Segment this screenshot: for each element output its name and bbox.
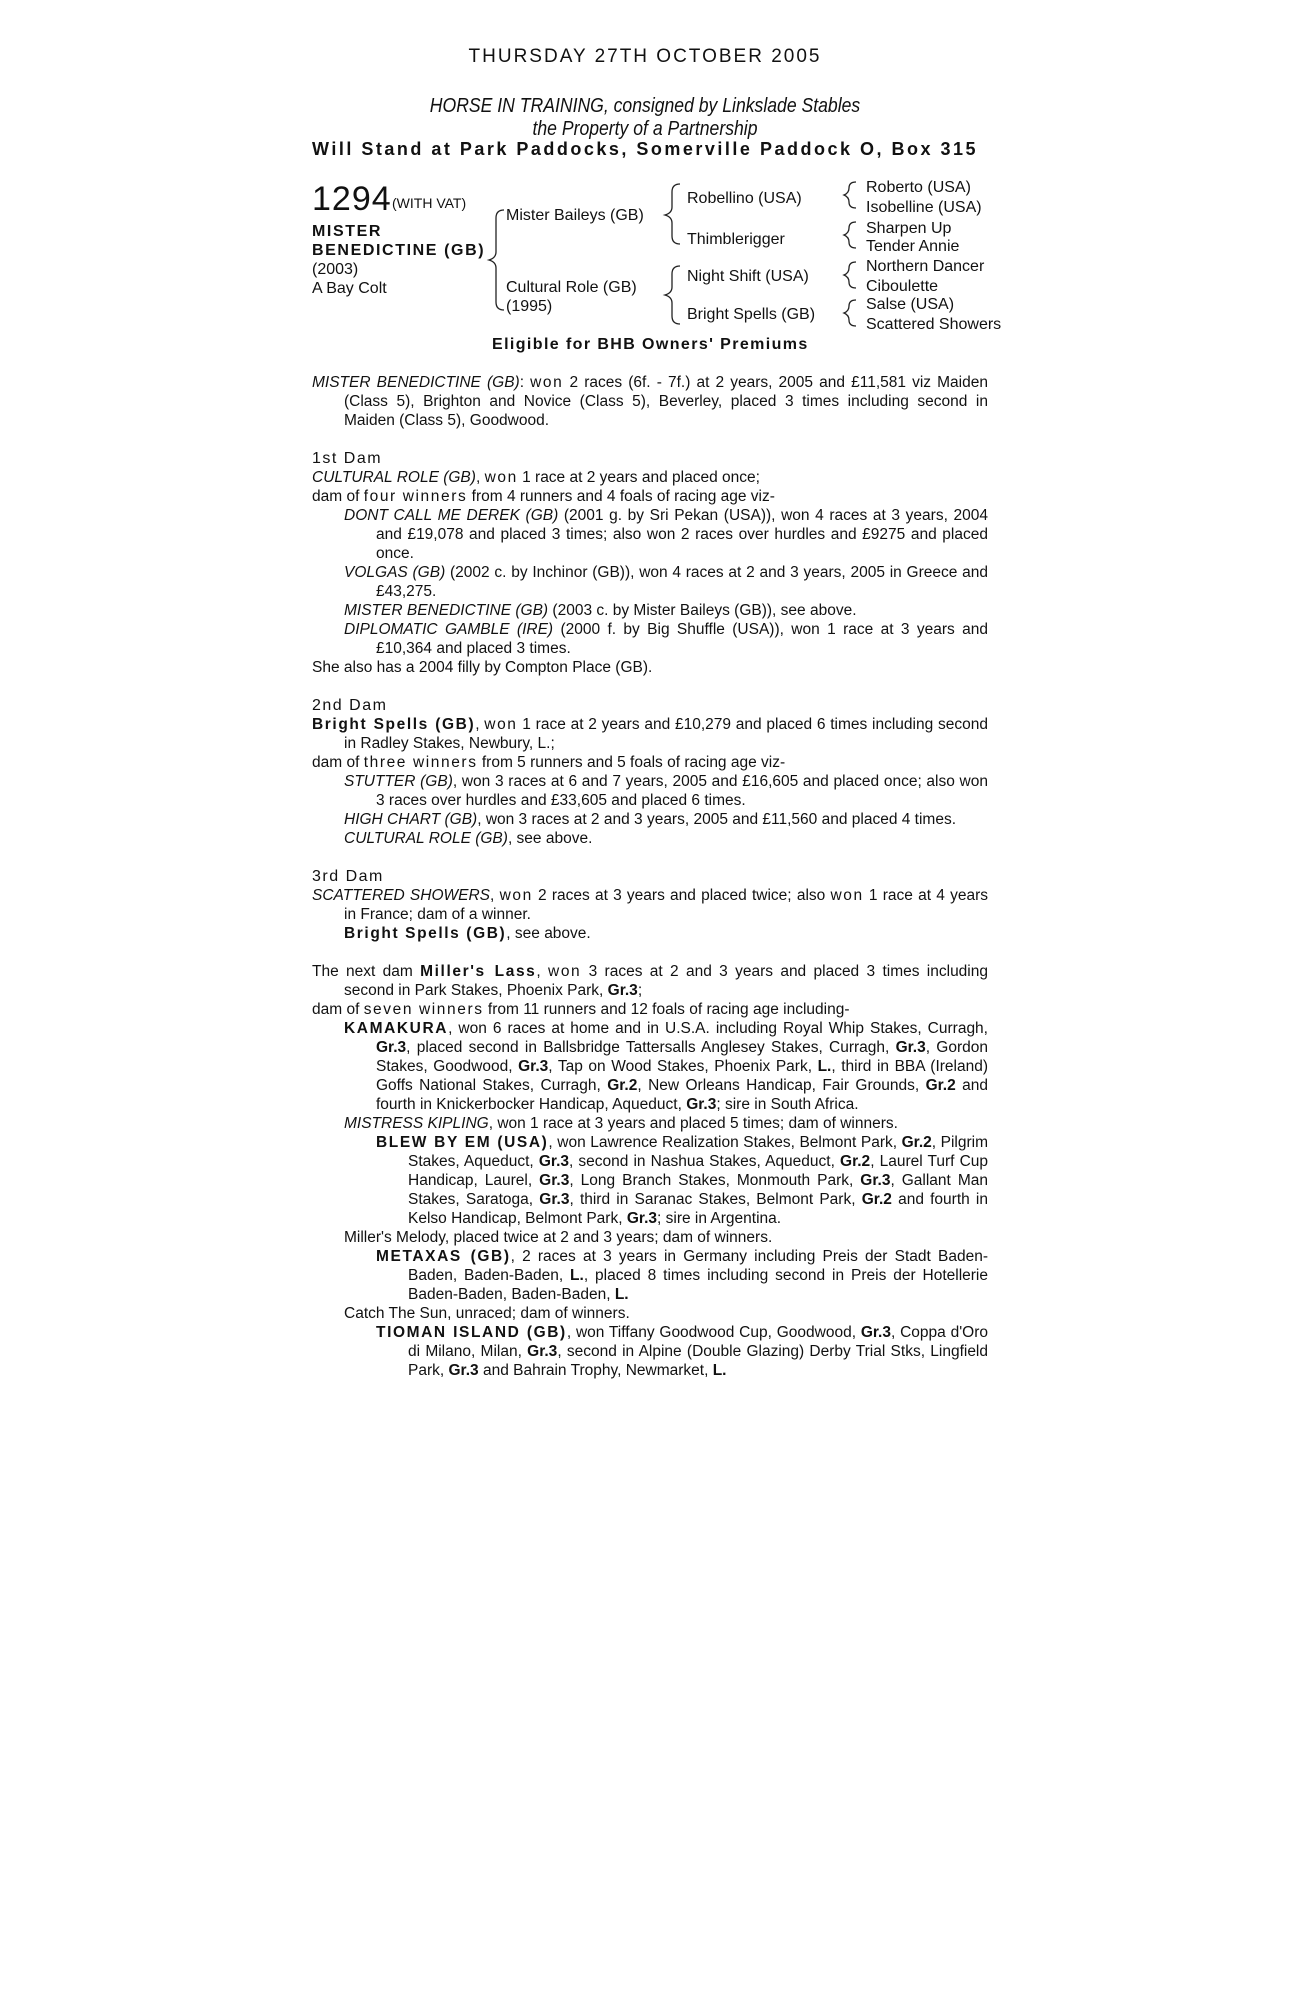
pedigree-dam-dam: Bright Spells (GB) — [687, 306, 816, 323]
property-line: the Property of a Partnership — [532, 118, 758, 140]
first-dam-produce-summary: dam of four winners from 4 runners and 4 foals of racing age viz- — [312, 488, 775, 505]
produce-entry: Catch The Sun, unraced; dam of winners. — [344, 1305, 630, 1322]
bracket-g78 — [844, 300, 856, 326]
pedigree-g3: Sharpen Up — [866, 220, 952, 237]
lot-number: 1294 — [312, 180, 392, 218]
produce-entry: MISTER BENEDICTINE (GB) (2003 c. by Mister Baileys (GB)), see above. — [344, 602, 857, 619]
pedigree-g7: Salse (USA) — [866, 296, 955, 313]
horse-name-line2: BENEDICTINE (GB) — [312, 242, 486, 259]
produce-entry: DONT CALL ME DEREK (GB) (2001 g. by Sri Pekan (USA)), won 4 races at 3 years, 2004 and £19,078 and placed 3 times; also won 2 races over hurdles and £9275 and placed once. — [344, 507, 988, 562]
produce-entry: CULTURAL ROLE (GB), see above. — [344, 830, 593, 847]
next-dam-produce-summary: dam of seven winners from 11 runners and 12 foals of racing age including- — [312, 1001, 850, 1018]
produce-entry: Miller's Melody, placed twice at 2 and 3 years; dam of winners. — [344, 1229, 773, 1246]
pedigree-dam-year: (1995) — [506, 298, 553, 315]
produce-entry: HIGH CHART (GB), won 3 races at 2 and 3 years, 2005 and £11,560 and placed 4 times. — [344, 811, 957, 828]
second-dam-produce-summary: dam of three winners from 5 runners and 5 foals of racing age viz- — [312, 754, 786, 771]
horse-name-line1: MISTER — [312, 223, 383, 240]
horse-description: A Bay Colt — [312, 280, 387, 297]
catalogue-body — [312, 373, 988, 1380]
second-dam-record: Bright Spells (GB), won 1 race at 2 years and £10,279 and placed 6 times including second in Radley Stakes, Newbury, L.; — [312, 716, 988, 752]
pedigree-dam-sire: Night Shift (USA) — [687, 268, 809, 285]
pedigree-g8: Scattered Showers — [866, 316, 1002, 333]
pedigree-g5: Northern Dancer — [866, 258, 985, 275]
eligibility-note: Eligible for BHB Owners' Premiums — [492, 336, 809, 353]
foaling-year: (2003) — [312, 261, 359, 278]
sale-date: THURSDAY 27TH OCTOBER 2005 — [468, 46, 822, 67]
produce-entry: KAMAKURA, won 6 races at home and in U.S.A. including Royal Whip Stakes, Curragh, Gr.3, placed second in Ballsbridge Tattersalls Anglesey Stakes, Curragh, Gr.3, Gordon Stakes, Goodwood, Gr.3, Tap on Wood Stakes, Phoenix Park, L., third in BBA (Ireland) Goffs National Stakes, Curragh, Gr.2, New Orleans Handicap, Fair Grounds, Gr.2 and fourth in Knickerbocker Handicap, Aqueduct, Gr.3; sire in South Africa. — [344, 1020, 989, 1113]
grandproduce-entry: TIOMAN ISLAND (GB), won Tiffany Goodwood Cup, Goodwood, Gr.3, Coppa d'Oro di Milano, Milan, Gr.3, second in Alpine (Double Glazing) Derby Trial Stks, Lingfield Park, Gr.3 and Bahrain Trophy, Newmarket, L. — [376, 1324, 989, 1379]
grandproduce-entry: BLEW BY EM (USA), won Lawrence Realization Stakes, Belmont Park, Gr.2, Pilgrim Stakes, Aqueduct, Gr.3, second in Nashua Stakes, Aqueduct, Gr.2, Laurel Turf Cup Handicap, Laurel, Gr.3, Long Branch Stakes, Monmouth Park, Gr.3, Gallant Man Stakes, Saratoga, Gr.3, third in Saranac Stakes, Belmont Park, Gr.2 and fourth in Kelso Handicap, Belmont Park, Gr.3; sire in Argentina. — [376, 1134, 989, 1227]
next-dam-record: The next dam Miller's Lass, won 3 races at 2 and 3 years and placed 3 times including second in Park Stakes, Phoenix Park, Gr.3; — [312, 963, 988, 999]
bracket-g56 — [844, 262, 856, 288]
bracket-parents — [489, 210, 504, 310]
pedigree-dam-block — [506, 278, 637, 316]
first-dam-record: CULTURAL ROLE (GB), won 1 race at 2 years and placed once; — [312, 469, 760, 486]
grandproduce-entry: METAXAS (GB), 2 races at 3 years in Germany including Preis der Stadt Baden-Baden, Baden-Baden, L., placed 8 times including second in Preis der Hotellerie Baden-Baden, Baden-Baden, L. — [376, 1248, 988, 1303]
pedigree-sire-sire: Robellino (USA) — [687, 190, 802, 207]
pedigree-g1: Roberto (USA) — [866, 179, 971, 196]
third-dam-record: SCATTERED SHOWERS, won 2 races at 3 years and placed twice; also won 1 race at 4 years in France; dam of a winner. — [312, 887, 988, 923]
pedigree-g2: Isobelline (USA) — [866, 199, 982, 216]
produce-entry: DIPLOMATIC GAMBLE (IRE) (2000 f. by Big Shuffle (USA)), won 1 race at 3 years and £10,364 and placed 3 times. — [344, 621, 988, 657]
vat-note: (WITH VAT) — [392, 195, 467, 211]
produce-entry: VOLGAS (GB) (2002 c. by Inchinor (GB)), won 4 races at 2 and 3 years, 2005 in Greece and £43,275. — [344, 564, 988, 600]
bracket-g34 — [844, 222, 856, 248]
pedigree-g6: Ciboulette — [866, 278, 939, 295]
first-dam-note: She also has a 2004 filly by Compton Place (GB). — [312, 659, 653, 676]
pedigree-dam: Cultural Role (GB) — [506, 279, 637, 296]
bracket-dam — [665, 266, 680, 324]
stand-location-line: Will Stand at Park Paddocks, Somerville Paddock O, Box 315 — [311, 139, 979, 159]
horse-details — [312, 260, 387, 298]
race-record: MISTER BENEDICTINE (GB): won 2 races (6f. - 7f.) at 2 years, 2005 and £11,581 viz Maiden (Class 5), Brighton and Novice (Class 5), Beverley, placed 3 times including second in Maiden (Class 5), Goodwood. — [312, 374, 988, 429]
third-dam-heading: 3rd Dam — [312, 868, 384, 885]
pedigree-g4: Tender Annie — [866, 238, 960, 255]
first-dam-heading: 1st Dam — [312, 450, 383, 467]
produce-entry: Bright Spells (GB), see above. — [344, 925, 591, 942]
horse-name — [312, 222, 485, 260]
produce-entry: MISTRESS KIPLING, won 1 race at 3 years and placed 5 times; dam of winners. — [344, 1115, 898, 1132]
bracket-g12 — [844, 182, 856, 208]
pedigree-sire-dam: Thimblerigger — [687, 231, 785, 248]
pedigree-sire: Mister Baileys (GB) — [506, 207, 644, 224]
horse-name-ref: MISTER BENEDICTINE (GB) — [312, 374, 520, 391]
consignor-line: HORSE IN TRAINING, consigned by Linkslade Stables — [429, 95, 861, 117]
produce-entry: STUTTER (GB), won 3 races at 6 and 7 years, 2005 and £16,605 and placed once; also won 3 races over hurdles and £33,605 and placed 6 times. — [344, 773, 988, 809]
second-dam-heading: 2nd Dam — [312, 697, 388, 714]
bracket-sire — [665, 184, 680, 244]
